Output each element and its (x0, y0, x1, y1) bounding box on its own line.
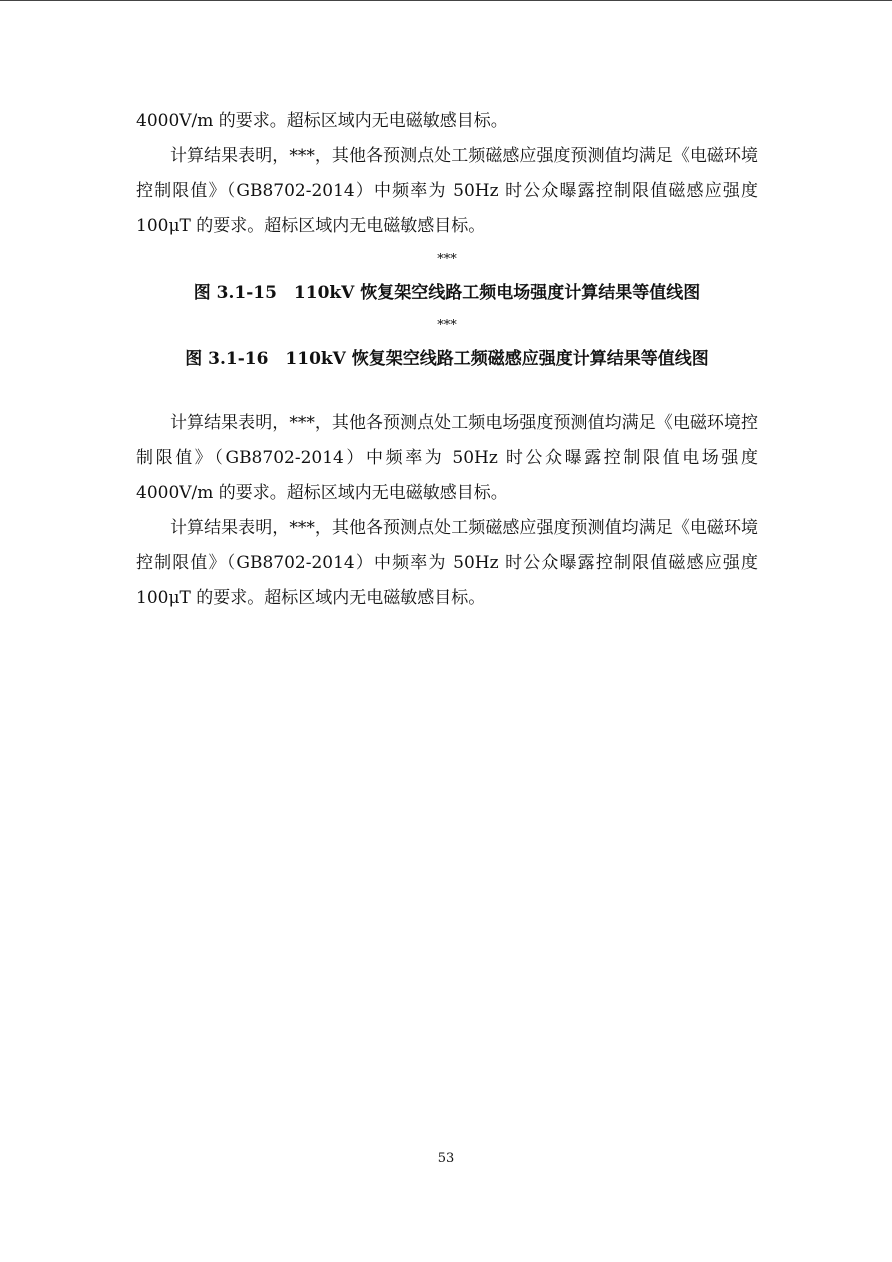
document-body (136, 104, 758, 616)
page-top-border (0, 0, 892, 1)
figure-caption-magnetic: 图 3.1-16 110kV 恢复架空线路工频磁感应强度计算结果等值线图 (185, 349, 709, 369)
paragraph-magnetic-result-2: 计算结果表明，***，其他各预测点处工频磁感应强度预测值均满足《电磁环境控制限值》（GB8702-2014）中频率为 50Hz 时公众曝露控制限值磁感应强度 100μT 的要求。超标区域内无电磁敏感目标。 (136, 518, 758, 608)
paragraph-continuation: 4000V/m 的要求。超标区域内无电磁敏感目标。 (136, 111, 508, 131)
paragraph-electric-result: 计算结果表明，***，其他各预测点处工频电场强度预测值均满足《电磁环境控制限值》（GB8702-2014）中频率为 50Hz 时公众曝露控制限值电场强度 4000V/m 的要求。超标区域内无电磁敏感目标。 (136, 413, 758, 503)
spacer (136, 376, 758, 406)
figure-caption-electric: 图 3.1-15 110kV 恢复架空线路工频电场强度计算结果等值线图 (193, 283, 701, 303)
figure-placeholder-electric: *** (437, 252, 457, 267)
page-number: 53 (437, 1151, 455, 1166)
figure-placeholder-magnetic: *** (437, 318, 457, 333)
paragraph-magnetic-result: 计算结果表明，***，其他各预测点处工频磁感应强度预测值均满足《电磁环境控制限值》（GB8702-2014）中频率为 50Hz 时公众曝露控制限值磁感应强度 100μT 的要求。超标区域内无电磁敏感目标。 (136, 146, 758, 236)
